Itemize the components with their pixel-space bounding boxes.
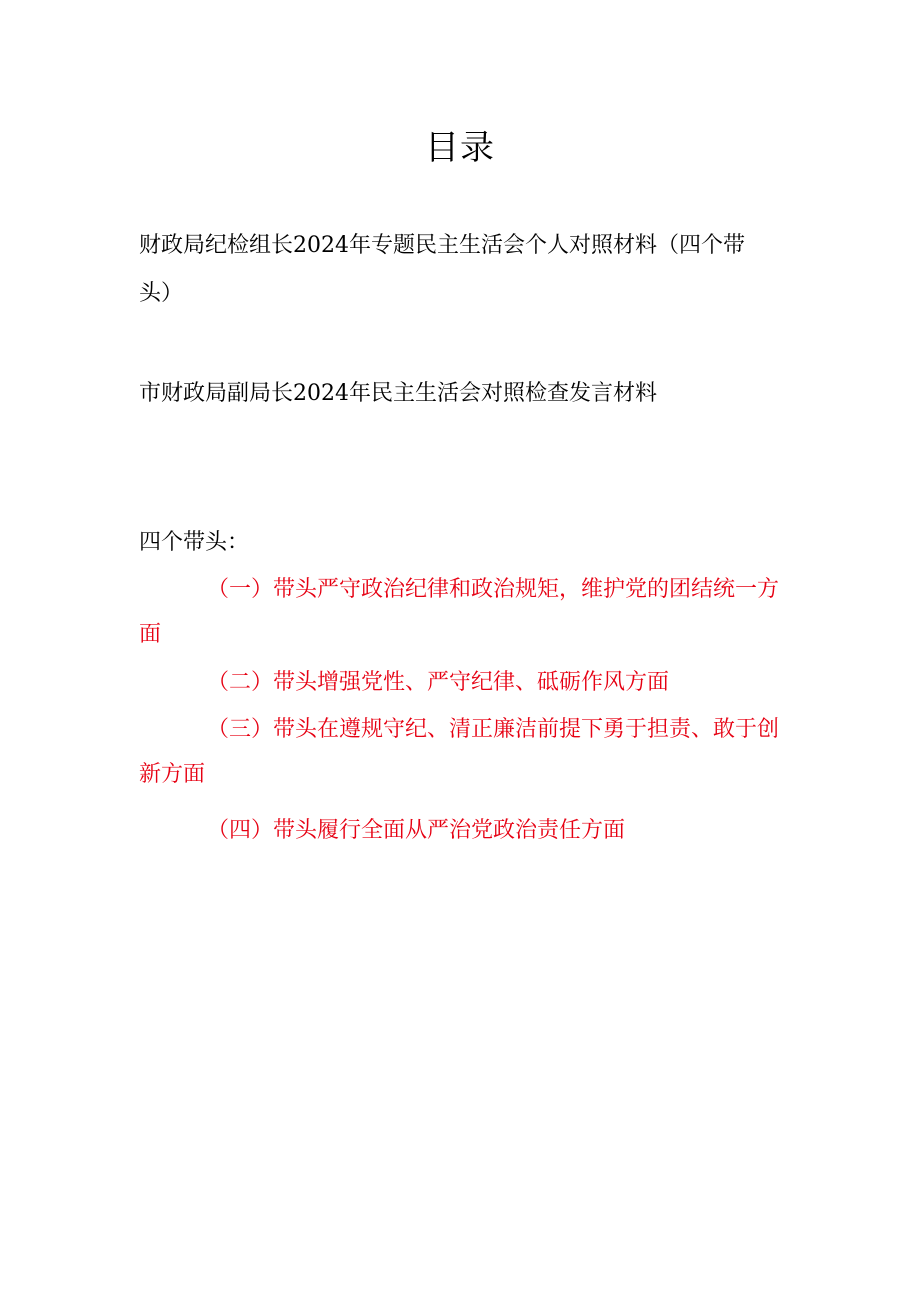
section-label: 四个带头：	[139, 530, 250, 555]
list-item-1: （一）带头严守政治纪律和政治规矩，维护党的团结统一方面	[139, 577, 780, 647]
toc-entry-1[interactable]: 财政局纪检组长2024年专题民主生活会个人对照材料（四个带头）	[139, 233, 745, 306]
list-item-2: （二）带头增强党性、严守纪律、砥砺作风方面	[207, 670, 670, 695]
list-item-3: （三）带头在遵规守纪、清正廉洁前提下勇于担责、敢于创新方面	[139, 717, 780, 787]
list-item-4: （四）带头履行全面从严治党政治责任方面	[207, 818, 626, 843]
toc-entry-2[interactable]: 市财政局副局长2024年民主生活会对照检查发言材料	[139, 381, 657, 406]
page-title: 目录	[425, 128, 495, 168]
